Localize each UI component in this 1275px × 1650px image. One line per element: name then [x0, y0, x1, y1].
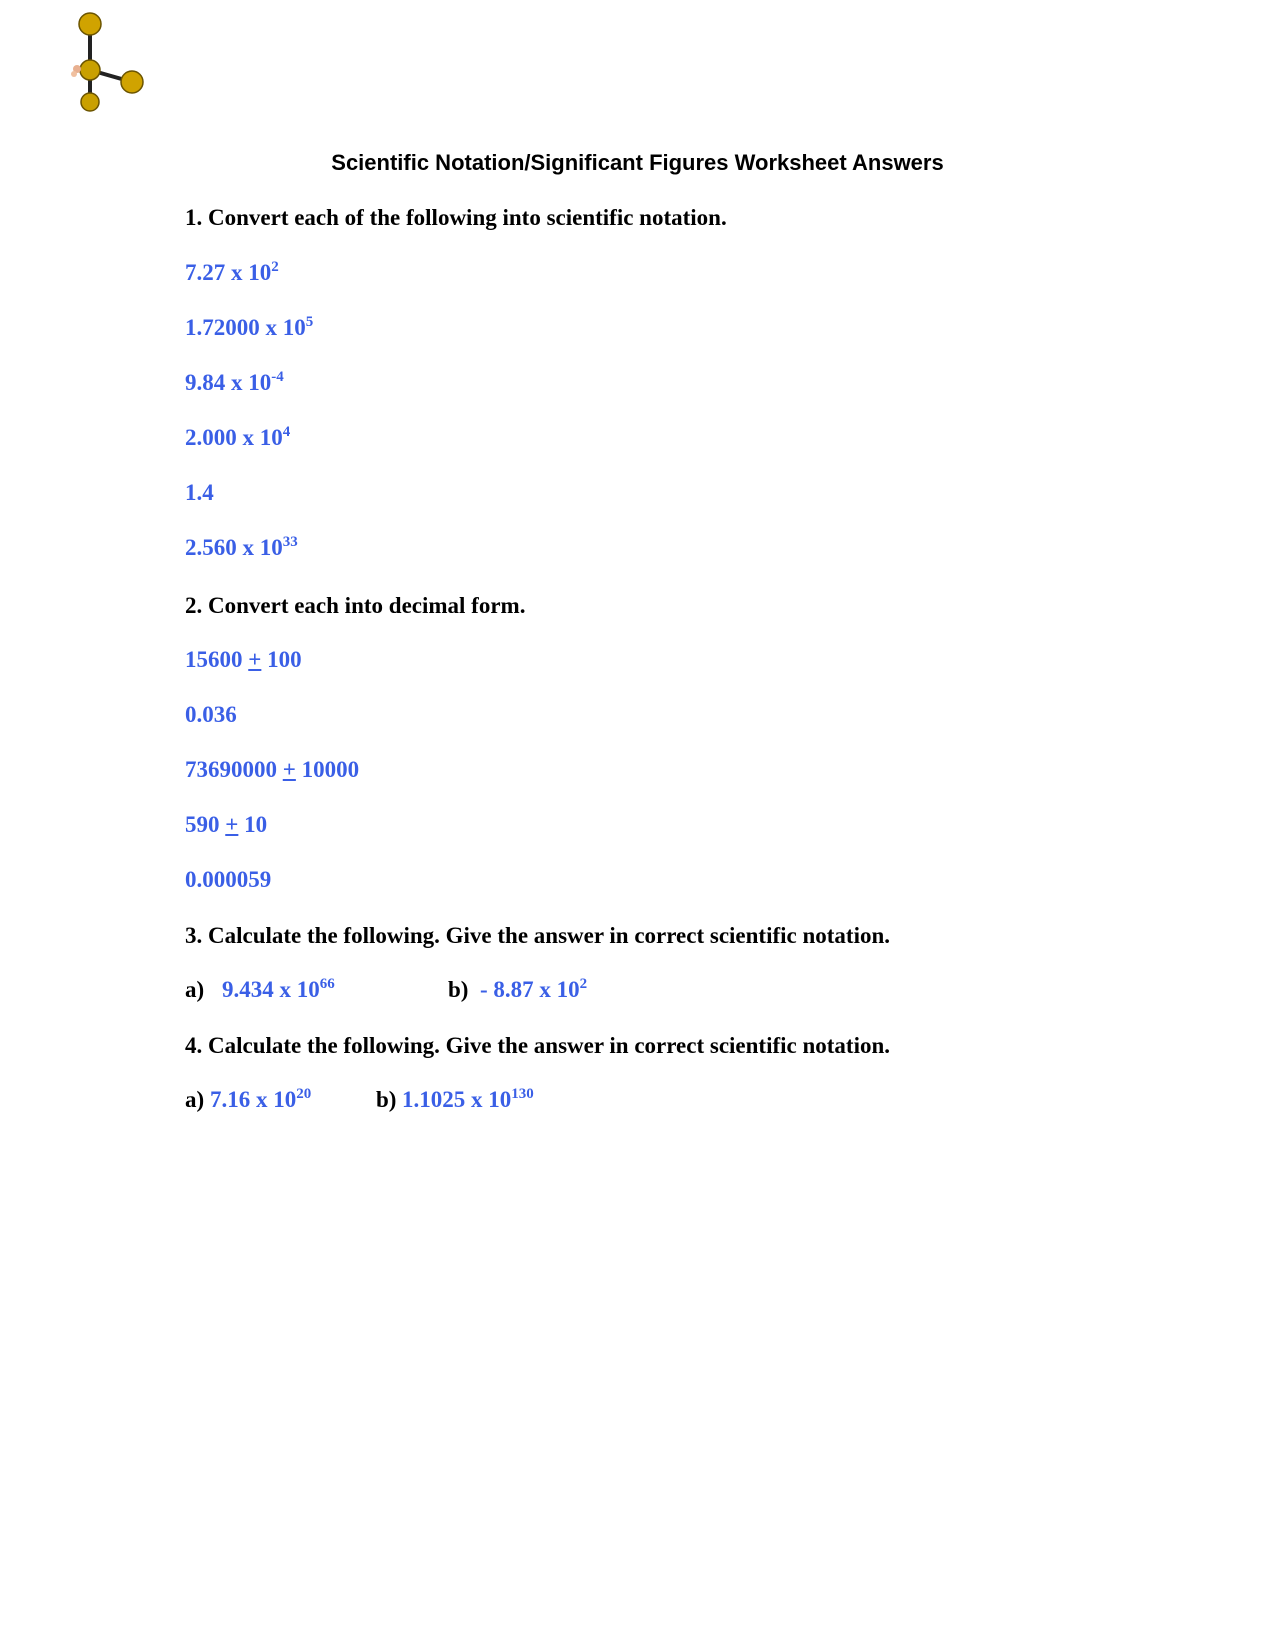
q4-label-b: b): [376, 1087, 397, 1112]
q2-answer-4: 590 + 10: [185, 812, 268, 837]
q2-answer-5: 0.000059: [185, 867, 272, 892]
q1-answer-5: 1.4: [185, 480, 214, 505]
q2-answer-3: 73690000 + 10000: [185, 757, 360, 782]
q3-label-a: a): [185, 977, 205, 1002]
page-title: Scientific Notation/Significant Figures Worksheet Answers: [331, 150, 944, 175]
q2-answer-2: 0.036: [185, 702, 237, 727]
q4-label-a: a): [185, 1087, 205, 1112]
q3-answer-b: - 8.87 x $10^2$: [480, 976, 588, 1002]
molecule-icon: [68, 10, 148, 120]
question-2-prompt: 2. Convert each into decimal form.: [185, 593, 526, 618]
q1-answer-2: 1.72000 x $10^5$: [185, 314, 314, 340]
q1-answer-6: 2.560 x $10^{33}$: [185, 534, 298, 560]
question-4-prompt: 4. Calculate the following. Give the answer in correct scientific notation.: [185, 1033, 891, 1058]
q1-answer-3: 9.84 x $10^{-4}$: [185, 369, 284, 395]
q4-answer-a: 7.16 x $10^{20}$: [210, 1086, 312, 1112]
q3-answer-a: 9.434 x $10^{66}$: [222, 976, 335, 1002]
q4-answer-b: 1.1025 x $10^{130}$: [402, 1086, 534, 1112]
q1-answer-4: 2.000 x $10^4$: [185, 424, 291, 450]
q1-answer-1: 7.27 x $10^2$: [185, 259, 279, 285]
question-3-prompt: 3. Calculate the following. Give the answer in correct scientific notation.: [185, 923, 891, 948]
q3-label-b: b): [448, 977, 469, 1002]
question-1-prompt: 1. Convert each of the following into scientific notation.: [185, 205, 727, 230]
q2-answer-1: 15600 + 100: [185, 647, 302, 672]
